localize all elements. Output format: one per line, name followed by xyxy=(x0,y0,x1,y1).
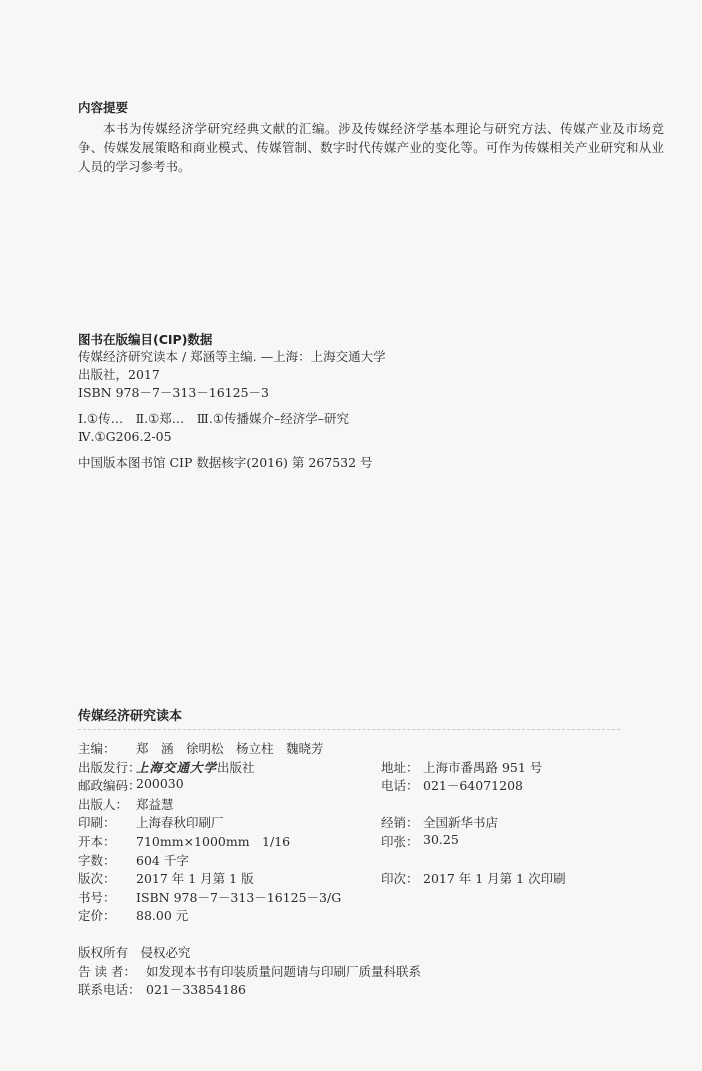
contact-label: 联系电话： xyxy=(78,982,141,998)
editors-value: 郑 涵 徐明松 杨立柱 魏晓芳 xyxy=(136,741,324,756)
colophon-table xyxy=(78,739,638,925)
label-char: 字 xyxy=(78,852,91,868)
label-char: 电 xyxy=(381,778,394,794)
cip-section xyxy=(78,330,386,472)
colophon-row-wordcount xyxy=(78,851,638,870)
label-char: 印 xyxy=(78,815,91,831)
cip-line: 出版社，2017 xyxy=(78,367,160,382)
abstract-body: 本书为传媒经济学研究经典文献的汇编。涉及传媒经济学基本理论与研究方法、传媒产业及市场竞争、传媒发展策略和商业模式、传媒管制、数字时代传媒产业的变化等。可作为传媒相关产业研究和从业人员的学习参考书。 xyxy=(78,121,664,174)
colophon-row-price xyxy=(78,906,638,925)
notice-label: 告 读 者： xyxy=(78,963,136,979)
cip-record-number: 中国版本图书馆 CIP 数据核字(2016) 第 267532 号 xyxy=(78,455,373,470)
label-char: 张： xyxy=(393,833,419,849)
label-char: 号： xyxy=(90,889,116,905)
cip-heading: 图书在版编目(CIP)数据 xyxy=(78,332,213,347)
sheets-value: 30.25 xyxy=(423,831,459,847)
label-char: 书 xyxy=(78,889,91,905)
cip-isbn: ISBN 978－7－313－16125－3 xyxy=(78,385,269,400)
colophon-row-editors xyxy=(78,739,638,758)
label-char: 经 xyxy=(381,815,394,831)
label-char: 地 xyxy=(381,759,394,775)
colophon-row-isbn xyxy=(78,888,638,907)
label-char: 销： xyxy=(393,815,419,831)
publisher-label: 出版发行： xyxy=(78,759,141,775)
colophon-row-edition xyxy=(78,869,638,888)
label-char: 人： xyxy=(103,796,129,812)
postcode-label: 邮政编码： xyxy=(78,778,141,794)
phone-value: 021－64071208 xyxy=(423,778,523,794)
label-char: 出 xyxy=(78,796,91,812)
postcode-value: 200030 xyxy=(136,776,184,792)
price-value: 88.00 元 xyxy=(136,908,189,924)
label-char: 主 xyxy=(78,741,91,756)
printing-value: 2017 年 1 月第 1 次印刷 xyxy=(423,871,566,887)
label-char: 版 xyxy=(90,796,104,812)
format-value: 710mm×1000mm 1/16 xyxy=(136,833,291,849)
colophon-row-printer xyxy=(78,813,638,832)
colophon-row-format xyxy=(78,832,638,851)
wordcount-value: 604 千字 xyxy=(136,852,189,868)
colophon-row-publisher-person xyxy=(78,795,638,814)
label-char: 定 xyxy=(78,908,91,924)
label-char: 次： xyxy=(90,871,116,887)
label-char: 刷： xyxy=(90,815,116,831)
publisher-suffix: 出版社 xyxy=(217,759,255,775)
label-char: 话： xyxy=(393,778,419,794)
cip-classification: Ⅳ.①G206.2-05 xyxy=(78,429,172,444)
label-char: 印 xyxy=(381,871,394,887)
colophon-title: 传媒经济研究读本 xyxy=(78,709,183,724)
label-char: 印 xyxy=(381,833,394,849)
label-char: 本： xyxy=(90,833,116,849)
copyright-text: 版权所有 侵权必究 xyxy=(78,945,191,960)
label-char: 次： xyxy=(393,871,419,887)
label-char: 开 xyxy=(78,833,91,849)
colophon-row-publisher xyxy=(78,758,638,777)
publisher-person-value: 郑益慧 xyxy=(136,796,174,812)
abstract-section xyxy=(78,98,664,176)
contact-phone: 021－33854186 xyxy=(146,982,246,998)
label-char: 编： xyxy=(90,741,116,756)
cip-classification: Ⅰ.①传… Ⅱ.①郑… Ⅲ.①传播媒介–经济学–研究 xyxy=(78,411,350,426)
label-char: 数： xyxy=(90,852,116,868)
printer-value: 上海春秋印刷厂 xyxy=(136,815,224,831)
isbn-value: ISBN 978－7－313－16125－3/G xyxy=(136,889,342,905)
distributor-value: 全国新华书店 xyxy=(423,815,499,831)
cip-line: 传媒经济研究读本 / 郑涵等主编. —上海：上海交通大学 xyxy=(78,349,386,364)
notice-text: 如发现本书有印装质量问题请与印刷厂质量科联系 xyxy=(146,963,422,979)
label-char: 价： xyxy=(90,908,116,924)
address-value: 上海市番禺路 951 号 xyxy=(423,759,543,775)
colophon-divider xyxy=(78,729,620,730)
publisher-logo: 上海交通大学 xyxy=(136,759,218,775)
label-char: 版 xyxy=(78,871,91,887)
label-char: 址： xyxy=(393,759,419,775)
abstract-heading: 内容提要 xyxy=(78,100,129,115)
edition-value: 2017 年 1 月第 1 版 xyxy=(136,871,254,887)
colophon-row-postcode xyxy=(78,776,638,795)
